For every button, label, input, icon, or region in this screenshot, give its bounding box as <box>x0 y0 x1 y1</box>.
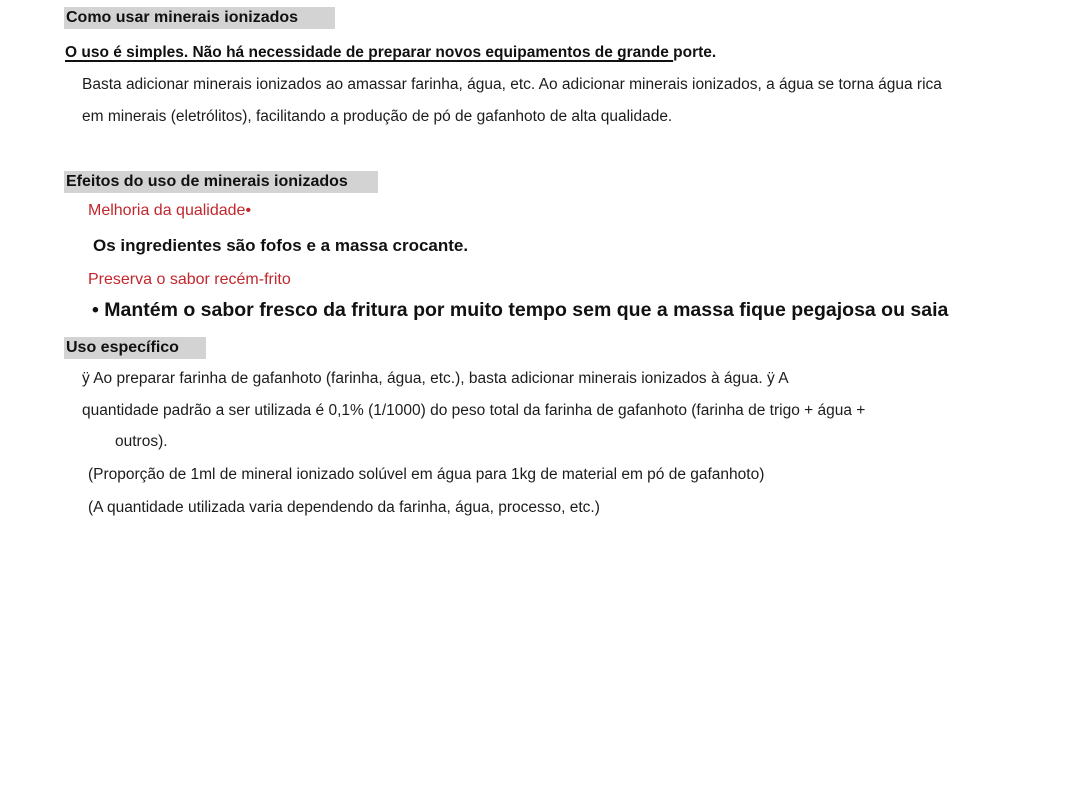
usage-body-line-1: Basta adicionar minerais ionizados ao amassar farinha, água, etc. Ao adicionar minerais ionizados, a água se torna água rica <box>82 76 942 93</box>
usage-lead-tail: porte. <box>673 44 717 61</box>
specific-use-note-2: (A quantidade utilizada varia dependendo da farinha, água, processo, etc.) <box>88 499 600 516</box>
section-heading-specific-use: Uso específico <box>64 337 206 359</box>
usage-body-line-2: em minerais (eletrólitos), facilitando a produção de pó de gafanhoto de alta qualidade. <box>82 108 673 125</box>
section-heading-usage: Como usar minerais ionizados <box>64 7 335 29</box>
specific-use-line-1: ÿ Ao preparar farinha de gafanhoto (farinha, água, etc.), basta adicionar minerais ionizados à água. ÿ A <box>82 370 789 387</box>
section-heading-effects: Efeitos do uso de minerais ionizados <box>64 171 378 193</box>
specific-use-note-1: (Proporção de 1ml de mineral ionizado solúvel em água para 1kg de material em pó de gafanhoto) <box>88 466 765 483</box>
usage-lead-underlined: O uso é simples. Não há necessidade de preparar novos equipamentos de grande <box>65 44 674 61</box>
effects-benefit2-label: Preserva o sabor recém-frito <box>88 271 291 288</box>
effects-benefit2-detail: • Mantém o sabor fresco da fritura por muito tempo sem que a massa fique pegajosa ou saia <box>92 299 949 321</box>
effects-benefit1-detail: Os ingredientes são fofos e a massa crocante. <box>93 236 469 255</box>
specific-use-line-3: outros). <box>115 433 168 450</box>
usage-lead-sentence <box>65 44 716 62</box>
effects-benefit1-label: Melhoria da qualidade• <box>88 202 252 219</box>
specific-use-line-2: quantidade padrão a ser utilizada é 0,1% (1/1000) do peso total da farinha de gafanhoto (farinha de trigo + água + <box>82 402 866 419</box>
